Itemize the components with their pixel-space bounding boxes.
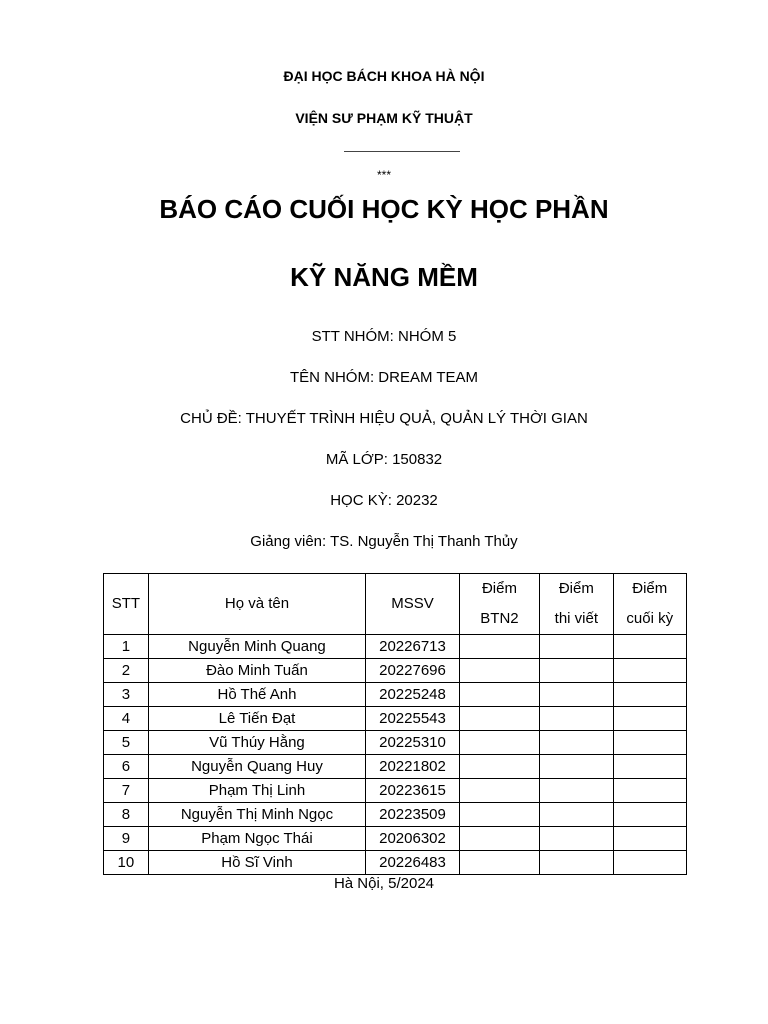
header-stt: STT (104, 574, 149, 635)
cell-name: Nguyễn Quang Huy (148, 755, 365, 779)
cell-mssv: 20226713 (366, 635, 460, 659)
university-name: ĐẠI HỌC BÁCH KHOA HÀ NỘI (283, 68, 485, 84)
cell-written-score (540, 851, 613, 875)
cell-final-score (613, 707, 686, 731)
cell-name: Nguyễn Thị Minh Ngọc (148, 803, 365, 827)
cell-stt: 6 (104, 755, 149, 779)
header-divider (344, 151, 460, 152)
cell-final-score (613, 803, 686, 827)
cell-btn2-score (459, 755, 539, 779)
cell-name: Phạm Ngọc Thái (148, 827, 365, 851)
header-final-line1: Điểm (632, 580, 668, 597)
header-written-line2: thi viết (554, 610, 599, 627)
semester: HỌC KỲ: 20232 (330, 492, 438, 509)
cell-name: Hồ Sĩ Vinh (148, 851, 365, 875)
cell-btn2-score (459, 683, 539, 707)
table-header-row (104, 574, 687, 635)
cell-mssv: 20223615 (366, 779, 460, 803)
cell-mssv: 20206302 (366, 827, 460, 851)
header-btn2-line1: Điểm (481, 580, 517, 597)
cell-stt: 1 (104, 635, 149, 659)
table-row (104, 635, 687, 659)
cell-btn2-score (459, 827, 539, 851)
cell-written-score (540, 803, 613, 827)
cell-mssv: 20227696 (366, 659, 460, 683)
student-table (103, 573, 687, 875)
class-code: MÃ LỚP: 150832 (325, 451, 443, 468)
cell-name: Hồ Thế Anh (148, 683, 365, 707)
table-row (104, 731, 687, 755)
header-name: Họ và tên (148, 574, 365, 635)
table-row (104, 779, 687, 803)
cell-stt: 3 (104, 683, 149, 707)
group-number: STT NHÓM: NHÓM 5 (311, 328, 457, 345)
cell-mssv: 20225543 (366, 707, 460, 731)
cell-stt: 8 (104, 803, 149, 827)
cell-btn2-score (459, 851, 539, 875)
cell-btn2-score (459, 779, 539, 803)
header-final-line2: cuối kỳ (626, 610, 674, 627)
place-date: Hà Nội, 5/2024 (333, 875, 435, 892)
cell-written-score (540, 779, 613, 803)
course-title: KỸ NĂNG MỀM (290, 262, 478, 292)
table-row (104, 707, 687, 731)
cell-stt: 7 (104, 779, 149, 803)
header-btn2-score (459, 574, 539, 635)
header-mssv: MSSV (366, 574, 460, 635)
cell-stt: 5 (104, 731, 149, 755)
cell-mssv: 20221802 (366, 755, 460, 779)
institute-name: VIỆN SƯ PHẠM KỸ THUẬT (295, 110, 473, 126)
table-row (104, 851, 687, 875)
cell-mssv: 20226483 (366, 851, 460, 875)
group-name: TÊN NHÓM: DREAM TEAM (289, 369, 479, 386)
lecturer: Giảng viên: TS. Nguyễn Thị Thanh Thủy (250, 533, 518, 550)
header-written-score (540, 574, 613, 635)
cell-written-score (540, 731, 613, 755)
cell-final-score (613, 755, 686, 779)
header-written-line1: Điểm (558, 580, 594, 597)
cell-stt: 4 (104, 707, 149, 731)
cell-mssv: 20223509 (366, 803, 460, 827)
cell-final-score (613, 683, 686, 707)
cell-btn2-score (459, 803, 539, 827)
cell-btn2-score (459, 707, 539, 731)
cell-final-score (613, 659, 686, 683)
table-row (104, 803, 687, 827)
header-btn2-line2: BTN2 (480, 610, 519, 627)
cell-stt: 9 (104, 827, 149, 851)
cell-final-score (613, 731, 686, 755)
table-row (104, 827, 687, 851)
cell-name: Đào Minh Tuấn (148, 659, 365, 683)
cell-written-score (540, 635, 613, 659)
cell-written-score (540, 707, 613, 731)
cell-name: Vũ Thúy Hằng (148, 731, 365, 755)
cell-mssv: 20225248 (366, 683, 460, 707)
cell-written-score (540, 659, 613, 683)
header-final-score (613, 574, 686, 635)
cell-final-score (613, 635, 686, 659)
cell-mssv: 20225310 (366, 731, 460, 755)
cell-written-score (540, 683, 613, 707)
decorative-stars: *** (376, 168, 391, 182)
cell-btn2-score (459, 635, 539, 659)
table-row (104, 755, 687, 779)
table-row (104, 683, 687, 707)
topic: CHỦ ĐỀ: THUYẾT TRÌNH HIỆU QUẢ, QUẢN LÝ THỜI GIAN (180, 410, 588, 427)
cell-written-score (540, 827, 613, 851)
cell-stt: 2 (104, 659, 149, 683)
cell-stt: 10 (104, 851, 149, 875)
cell-name: Lê Tiến Đạt (148, 707, 365, 731)
cell-btn2-score (459, 731, 539, 755)
cell-final-score (613, 851, 686, 875)
cell-name: Phạm Thị Linh (148, 779, 365, 803)
report-title: BÁO CÁO CUỐI HỌC KỲ HỌC PHẦN (159, 194, 609, 224)
cell-written-score (540, 755, 613, 779)
cell-final-score (613, 827, 686, 851)
cell-btn2-score (459, 659, 539, 683)
table-row (104, 659, 687, 683)
cell-final-score (613, 779, 686, 803)
cell-name: Nguyễn Minh Quang (148, 635, 365, 659)
